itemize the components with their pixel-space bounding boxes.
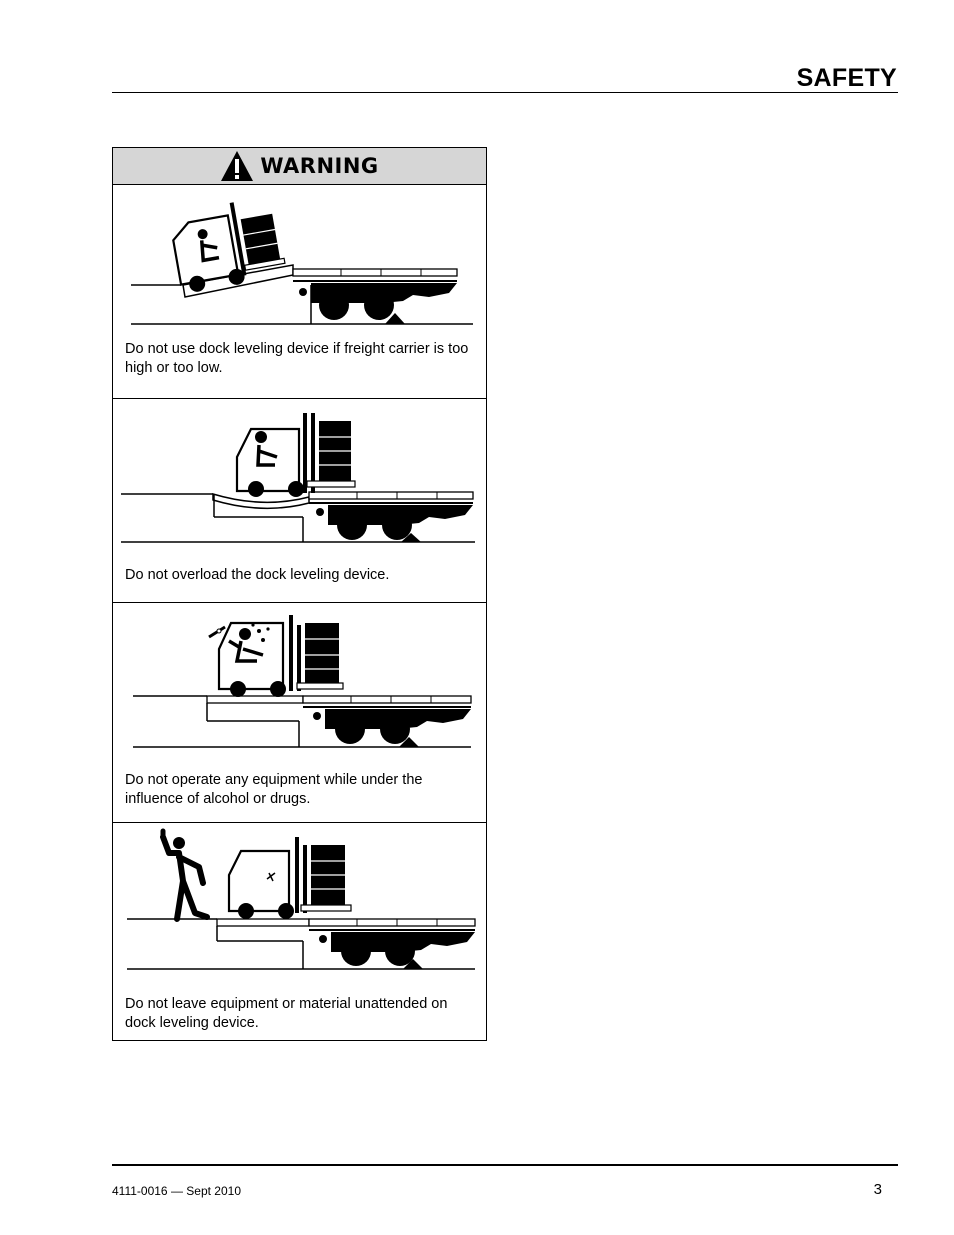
warning-panel-impaired [113, 603, 486, 823]
warning-panel-height [113, 185, 486, 399]
section-title: SAFETY [796, 64, 897, 92]
warning-box [112, 147, 487, 1041]
warning-label: WARNING [260, 154, 379, 178]
page-number: 3 [873, 1181, 882, 1198]
footer-rule [112, 1164, 898, 1166]
warning-header [113, 148, 486, 185]
panel-caption-impaired: Do not operate any equipment while under the influence of alcohol or drugs. [125, 772, 423, 807]
footer-doc-id: 4111-0016 — Sept 2010 [112, 1184, 241, 1198]
warning-panel-overload [113, 399, 486, 603]
warning-panel-unattended [113, 823, 486, 1041]
header-rule [112, 92, 898, 93]
panel-caption-unattended: Do not leave equipment or material unattended on dock leveling device. [125, 996, 448, 1031]
panel-caption-height: Do not use dock leveling device if freight carrier is too high or too low. [125, 341, 469, 376]
warning-triangle-icon [220, 150, 254, 182]
panel-caption-overload: Do not overload the dock leveling device. [125, 567, 390, 583]
